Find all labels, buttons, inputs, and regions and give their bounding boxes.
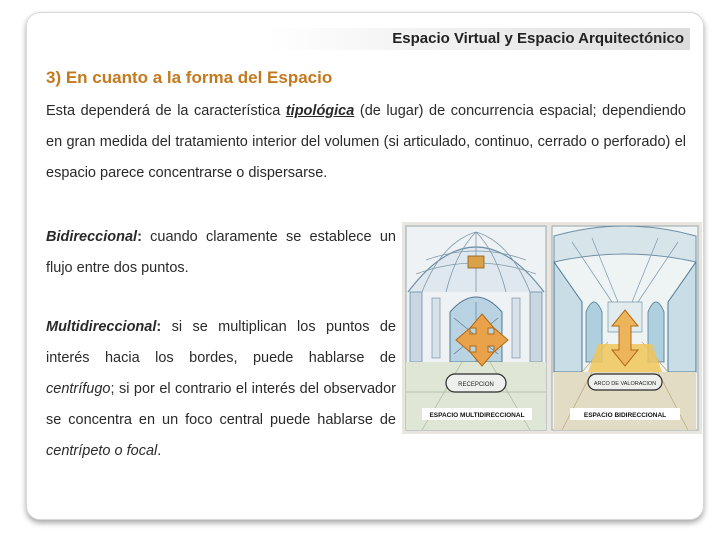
bidireccional-term: Bidireccional [46, 229, 138, 245]
bidireccional-text: cuando claramente se establece un flujo entre dos puntos. [46, 229, 396, 276]
multidireccional-colon: : [156, 319, 162, 335]
bidireccional-paragraph [46, 222, 396, 284]
centripeto-term: centrípeto o focal [46, 443, 158, 459]
multidireccional-text-1: si se multiplican los puntos de interés hacia los bordes, puede hablarse de [46, 319, 396, 366]
right-caption: ESPACIO BIDIRECCIONAL [583, 412, 667, 419]
recepcion-sign-label: RECEPCION [458, 382, 494, 388]
section-heading: 3) En cuanto a la forma del Espacio [46, 68, 333, 87]
multidireccional-text-3: . [157, 443, 162, 459]
slide-title: Espacio Virtual y Espacio Arquitectónico [392, 30, 684, 47]
centrifugo-term: centrífugo [46, 381, 111, 397]
intro-keyword: tipológica [285, 103, 355, 119]
multidireccional-term: Multidireccional [46, 319, 157, 335]
intro-paragraph [46, 96, 686, 189]
spaces-illustration [402, 222, 702, 434]
multidireccional-paragraph [46, 312, 396, 467]
bidireccional-colon: : [137, 229, 142, 245]
intro-text-before: Esta dependerá de la característica [46, 103, 286, 119]
arco-sign-label: ARCO DE VALORACION [593, 381, 657, 387]
left-caption: ESPACIO MULTIDIRECCIONAL [429, 412, 525, 419]
multidireccional-text-2: ; si por el contrario el interés del observador se concentra en un foco central puede hablarse de [46, 381, 396, 428]
intro-text-after: (de lugar) de concurrencia espacial; dependiendo en gran medida del tratamiento interior del volumen (si articulado, continuo, cerrado o perforado) el espacio parece concentrarse o dispersarse. [46, 103, 687, 181]
